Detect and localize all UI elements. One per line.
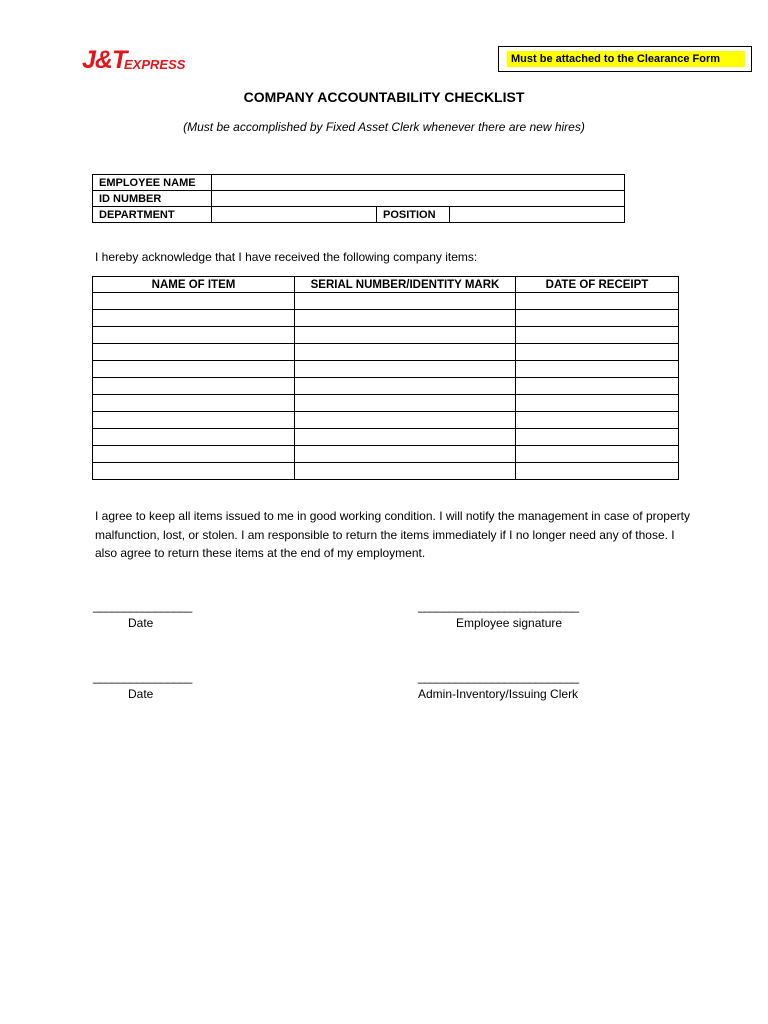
table-row xyxy=(93,395,679,412)
admin-clerk-signature-line[interactable]: __________________________ xyxy=(418,670,579,684)
date-of-receipt-cell[interactable] xyxy=(516,293,679,310)
admin-clerk-label: Admin-Inventory/Issuing Clerk xyxy=(418,687,579,701)
table-row xyxy=(93,327,679,344)
item-name-cell[interactable] xyxy=(93,429,295,446)
serial-number-cell[interactable] xyxy=(295,378,516,395)
employee-signature-line[interactable]: __________________________ xyxy=(418,599,579,613)
item-name-cell[interactable] xyxy=(93,327,295,344)
department-label: DEPARTMENT xyxy=(93,207,212,223)
table-row xyxy=(93,463,679,480)
table-row xyxy=(93,293,679,310)
employee-signature-label: Employee signature xyxy=(456,616,563,630)
logo-wordmark: EXPRESS xyxy=(124,57,186,72)
table-row xyxy=(93,446,679,463)
serial-number-cell[interactable] xyxy=(295,293,516,310)
item-name-cell[interactable] xyxy=(93,361,295,378)
item-name-cell[interactable] xyxy=(93,378,295,395)
table-row xyxy=(93,412,679,429)
serial-number-cell[interactable] xyxy=(295,327,516,344)
item-name-cell[interactable] xyxy=(93,395,295,412)
date-label-2: Date xyxy=(128,687,154,701)
table-row xyxy=(93,361,679,378)
logo-mark: J&T xyxy=(82,46,127,74)
serial-number-cell[interactable] xyxy=(295,463,516,480)
position-field[interactable] xyxy=(450,207,625,223)
attachment-note-box xyxy=(498,46,752,72)
date-of-receipt-cell[interactable] xyxy=(516,395,679,412)
item-name-cell[interactable] xyxy=(93,463,295,480)
date-of-receipt-cell[interactable] xyxy=(516,463,679,480)
table-row xyxy=(93,344,679,361)
id-number-field[interactable] xyxy=(212,191,625,207)
serial-number-cell[interactable] xyxy=(295,395,516,412)
date-signature-line-1[interactable]: ________________ xyxy=(93,599,192,613)
employee-name-row xyxy=(93,175,625,191)
table-row xyxy=(93,310,679,327)
form-title: COMPANY ACCOUNTABILITY CHECKLIST xyxy=(243,89,525,105)
company-logo xyxy=(82,46,206,74)
date-of-receipt-cell[interactable] xyxy=(516,344,679,361)
date-of-receipt-cell[interactable] xyxy=(516,429,679,446)
serial-number-cell[interactable] xyxy=(295,344,516,361)
serial-number-cell[interactable] xyxy=(295,361,516,378)
serial-number-cell[interactable] xyxy=(295,429,516,446)
date-signature-line-2[interactable]: ________________ xyxy=(93,670,192,684)
attachment-note: Must be attached to the Clearance Form xyxy=(507,51,745,67)
position-label: POSITION xyxy=(377,207,450,223)
item-name-cell[interactable] xyxy=(93,446,295,463)
header-serial-number: SERIAL NUMBER/IDENTITY MARK xyxy=(295,277,516,293)
date-of-receipt-cell[interactable] xyxy=(516,446,679,463)
employee-info-table xyxy=(92,174,625,223)
table-row xyxy=(93,429,679,446)
date-of-receipt-cell[interactable] xyxy=(516,412,679,429)
date-of-receipt-cell[interactable] xyxy=(516,378,679,395)
header-name-of-item: NAME OF ITEM xyxy=(93,277,295,293)
item-name-cell[interactable] xyxy=(93,310,295,327)
items-table xyxy=(92,276,679,480)
serial-number-cell[interactable] xyxy=(295,412,516,429)
department-row xyxy=(93,207,625,223)
date-of-receipt-cell[interactable] xyxy=(516,361,679,378)
date-label-1: Date xyxy=(128,616,154,630)
header-date-of-receipt: DATE OF RECEIPT xyxy=(516,277,679,293)
department-field[interactable] xyxy=(212,207,377,223)
item-name-cell[interactable] xyxy=(93,344,295,361)
items-header-row xyxy=(93,277,679,293)
employee-name-field[interactable] xyxy=(212,175,625,191)
serial-number-cell[interactable] xyxy=(295,310,516,327)
id-number-label: ID NUMBER xyxy=(93,191,212,207)
item-name-cell[interactable] xyxy=(93,412,295,429)
form-subtitle: (Must be accomplished by Fixed Asset Clerk whenever there are new hires) xyxy=(183,120,585,134)
employee-name-label: EMPLOYEE NAME xyxy=(93,175,212,191)
item-name-cell[interactable] xyxy=(93,293,295,310)
serial-number-cell[interactable] xyxy=(295,446,516,463)
acknowledgement-text: I hereby acknowledge that I have received the following company items: xyxy=(95,250,478,264)
id-number-row xyxy=(93,191,625,207)
date-of-receipt-cell[interactable] xyxy=(516,327,679,344)
date-of-receipt-cell[interactable] xyxy=(516,310,679,327)
agreement-text: I agree to keep all items issued to me in good working condition. I will notify the management in case of property malfunction, lost, or stolen. I am responsible to return the items immediately if I no longer need any of those. I also agree to return these items at the end of my employment. xyxy=(95,509,690,560)
table-row xyxy=(93,378,679,395)
